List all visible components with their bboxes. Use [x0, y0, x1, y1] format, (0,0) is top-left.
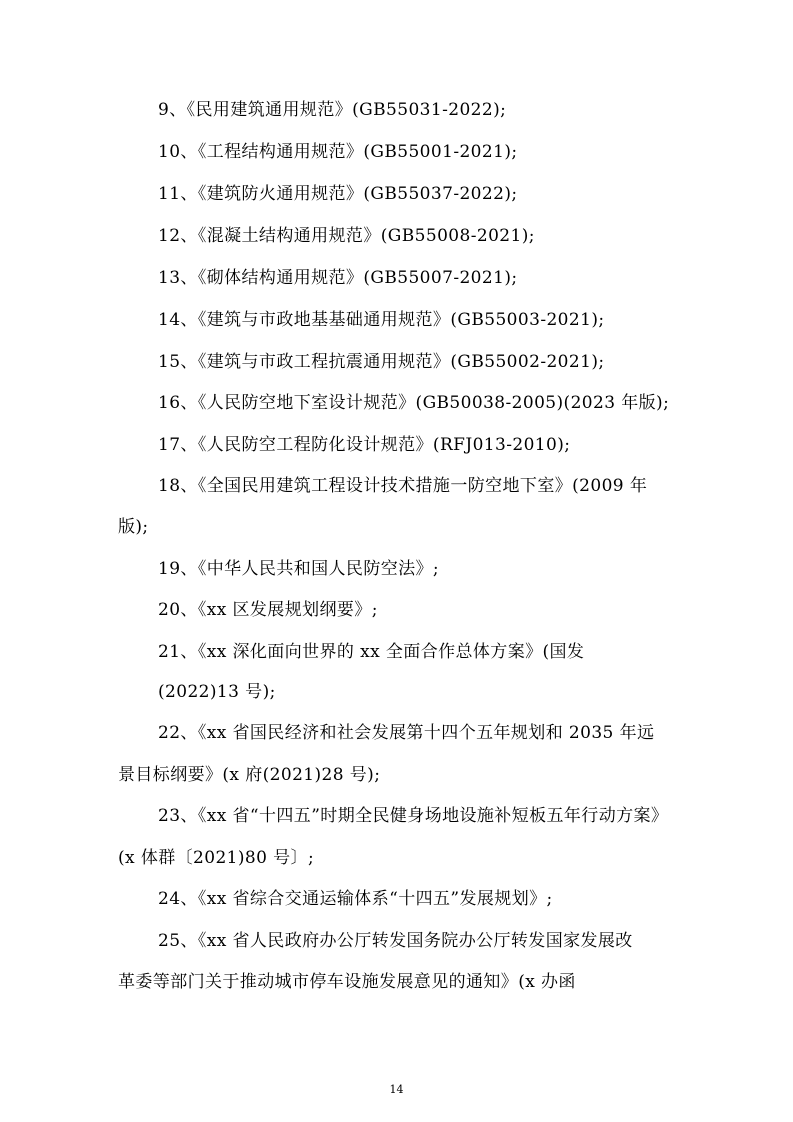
- list-item-continuation: (x 体群〔2021)80 号〕;: [118, 848, 315, 868]
- list-item-continuation: (2022)13 号);: [158, 682, 276, 702]
- list-item: 17、《人民防空工程防化设计规范》(RFJ013-2010);: [158, 435, 571, 455]
- list-item: 18、《全国民用建筑工程设计技术措施一防空地下室》(2009 年: [158, 476, 648, 496]
- list-item: 9、《民用建筑通用规范》(GB55031-2022);: [158, 100, 507, 120]
- list-item-continuation: 景目标纲要》(x 府(2021)28 号);: [118, 765, 381, 785]
- list-item: 24、《xx 省综合交通运输体系“十四五”发展规划》;: [158, 889, 553, 909]
- list-item: 11、《建筑防火通用规范》(GB55037-2022);: [158, 184, 518, 204]
- list-item: 19、《中华人民共和国人民防空法》;: [158, 559, 440, 579]
- list-item: 21、《xx 深化面向世界的 xx 全面合作总体方案》(国发: [158, 642, 585, 662]
- list-item: 13、《砌体结构通用规范》(GB55007-2021);: [158, 268, 518, 288]
- list-item: 14、《建筑与市政地基基础通用规范》(GB55003-2021);: [158, 310, 605, 330]
- page-number: 14: [389, 1083, 404, 1096]
- list-item: 22、《xx 省国民经济和社会发展第十四个五年规划和 2035 年远: [158, 723, 655, 743]
- list-item: 10、《工程结构通用规范》(GB55001-2021);: [158, 142, 518, 162]
- list-item-continuation: 革委等部门关于推动城市停车设施发展意见的通知》(x 办函: [118, 972, 576, 992]
- list-item: 25、《xx 省人民政府办公厅转发国务院办公厅转发国家发展改: [158, 931, 633, 951]
- list-item: 23、《xx 省“十四五”时期全民健身场地设施补短板五年行动方案》: [158, 806, 669, 826]
- list-item: 20、《xx 区发展规划纲要》;: [158, 600, 378, 620]
- list-item: 15、《建筑与市政工程抗震通用规范》(GB55002-2021);: [158, 352, 605, 372]
- list-item: 16、《人民防空地下室设计规范》(GB50038-2005)(2023 年版);: [158, 393, 670, 413]
- list-item: 12、《混凝土结构通用规范》(GB55008-2021);: [158, 226, 535, 246]
- list-item-continuation: 版);: [118, 517, 149, 537]
